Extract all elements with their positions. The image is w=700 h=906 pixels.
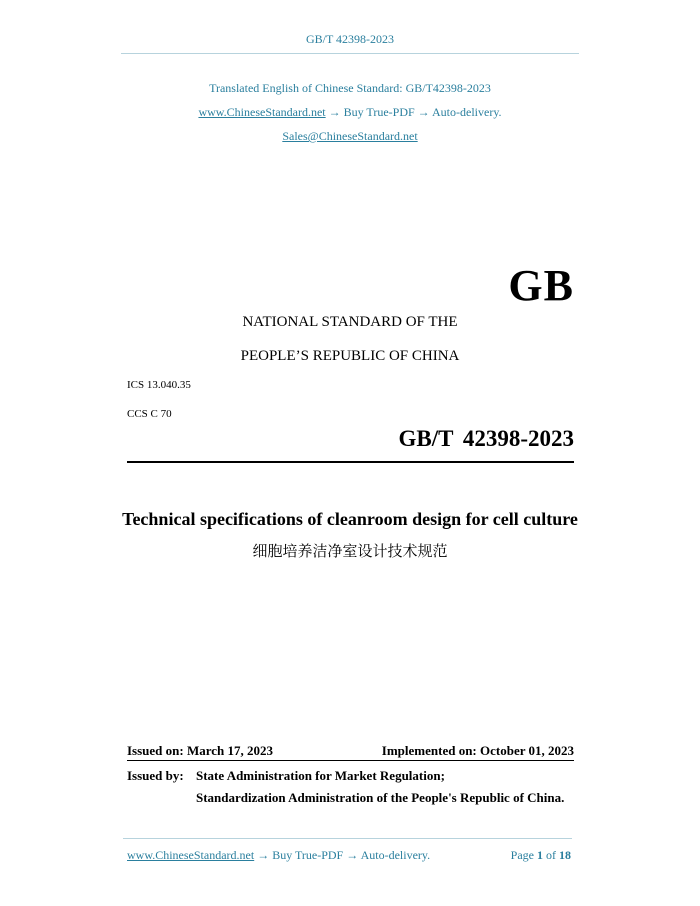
notice-line: Translated English of Chinese Standard: GB/T42398-2023 (209, 81, 491, 95)
buy-text: Buy True-PDF (343, 105, 415, 119)
footer-links (127, 848, 430, 863)
title-divider (127, 461, 574, 463)
page-indicator (511, 848, 571, 863)
footer-buy-text: Buy True-PDF (272, 848, 344, 862)
notice-buy-line (0, 100, 700, 124)
translation-notice (0, 76, 700, 148)
running-header: GB/T 42398-2023 (305, 32, 395, 46)
footer-site-link[interactable]: www.ChineseStandard.net (127, 848, 255, 862)
dates-divider (127, 760, 574, 761)
site-link[interactable]: www.ChineseStandard.net (198, 105, 326, 119)
arrow-icon: → (346, 848, 359, 862)
document-title-chinese: 细胞培养洁净室设计技术规范 (252, 542, 448, 560)
issuer-samr: State Administration for Market Regulation; (196, 768, 445, 783)
footer-divider (123, 838, 572, 839)
page-current: 1 (537, 848, 543, 862)
implemented-date: Implemented on: October 01, 2023 (381, 743, 574, 758)
national-standard-line: NATIONAL STANDARD OF THE (242, 314, 458, 330)
page-of: of (546, 848, 556, 862)
ccs-code: CCS C 70 (127, 408, 172, 420)
delivery-text: Auto-delivery. (432, 105, 502, 119)
republic-line: PEOPLE’S REPUBLIC OF CHINA (240, 348, 460, 364)
header-divider (121, 53, 579, 54)
issued-by-label: Issued by: (127, 768, 184, 783)
issuer-sac: Standardization Administration of the People's Republic of China. (196, 790, 565, 805)
issued-date: Issued on: March 17, 2023 (127, 743, 274, 758)
email-link[interactable]: Sales@ChineseStandard.net (282, 129, 418, 143)
arrow-icon: → (417, 105, 430, 119)
arrow-icon: → (328, 105, 341, 119)
document-title: Technical specifications of cleanroom design for cell culture (122, 509, 578, 529)
gb-logo: GB (508, 261, 574, 310)
footer-delivery-text: Auto-delivery. (360, 848, 431, 862)
standard-number: GB/T 42398-2023 (398, 426, 574, 451)
page-total: 18 (559, 848, 571, 862)
page-label: Page (510, 848, 534, 862)
ics-code: ICS 13.040.35 (127, 379, 191, 391)
arrow-icon: → (257, 848, 270, 862)
